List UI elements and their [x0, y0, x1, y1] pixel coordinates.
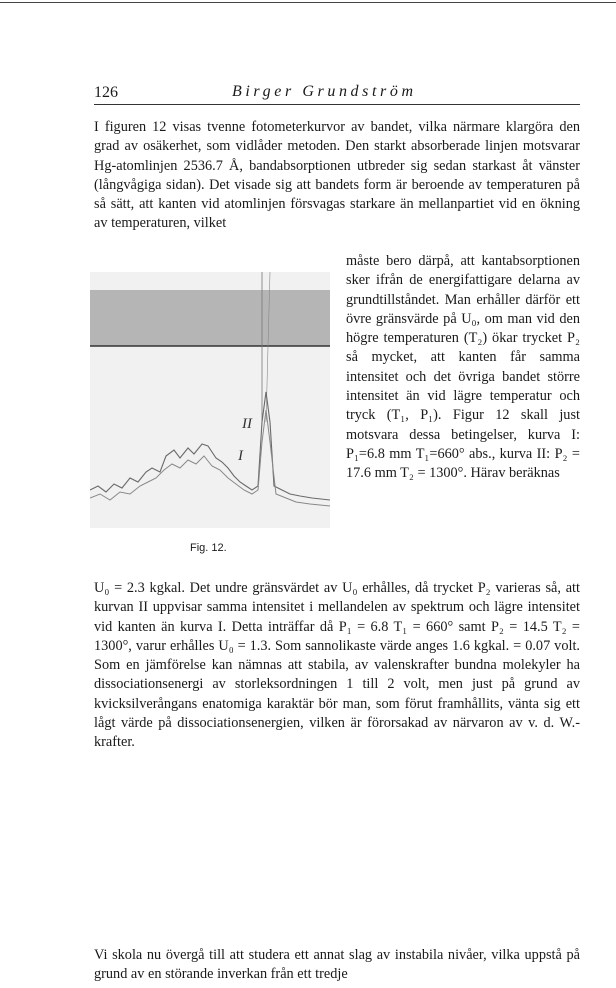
- top-border-line: [0, 2, 616, 3]
- figure-caption: Fig. 12.: [190, 542, 227, 554]
- curve-label-lower: I: [238, 448, 243, 464]
- figure-dark-band: [90, 290, 330, 346]
- curve-label-upper: II: [242, 416, 252, 432]
- running-head: Birger Grundström: [232, 83, 417, 100]
- header-rule: [94, 104, 580, 105]
- figure-12-photometer-curves: [90, 272, 330, 528]
- paragraph-1: I figuren 12 visas tvenne fotometerkurvor av bandet, vilka närmare klargöra den grad av osäkerhet, som vidlåder metoden. Den starkt absorberade linjen motsvarar Hg-atomlinjen 2536.7 Å, bandabsorptionen utbreder sig sedan starkast åt vänster (långvågiga sidan). Det visade sig att bandets form är beroende av temperaturen på så sätt, att kanten vid atomlinjen försvagas starkare än mellanpartiet vid en ökning av temperaturen, vilket: [94, 119, 580, 232]
- page-number: 126: [94, 84, 118, 101]
- paragraph-2-continued: U₀ = 2.3 kgkal. Det undre gränsvärdet av U₀ erhålles, då trycket P₂ varieras så, att kurvan II uppvisar samma intensitet i mellandelen av spektrum och lägre intensitet vid kanten än kurva I. Detta inträffar då P₁ = 6.8 T₁ = 660° samt P₂ = 14.5 T₂ = 1300°, varur erhålles U₀ = 1.3. Som sannolikaste värde anges 1.6 kgkal. = 0.07 volt. Som en jämförelse kan nämnas att stabila, av valenskrafter bundna molekyler ha dissociationsenergi av storleksordningen 1 till 2 volt, men just på grund av kvicksilverångans enatomiga karaktär bör man, som förut framhållits, vänta sig ett lågt värde på dissociationsenergien, vilken är förorsakad av närvaron av v. d. W.-krafter.: [94, 580, 580, 751]
- paragraph-3: Vi skola nu övergå till att studera ett annat slag av instabila nivåer, vilka uppstå på grund av en störande inverkan från ett tredje: [94, 947, 580, 983]
- paragraph-2-wrapped: måste bero därpå, att kantabsorptionen sker ifrån de energifattigare delarna av grundtillståndet. Man erhåller därför ett övre gränsvärde på U₀, om man vid den högre temperaturen (T₂) ökar trycket P₂ så mycket, att kanten får samma intensitet och det övriga bandet större intensitet än vid lägre temperatur och tryck (T₁, P₁). Figur 12 skall just motsvara dessa betingelser, kurva I: P₁=6.8 mm T₁=660° abs., kurva II: P₂ = 17.6 mm T₂ = 1300°. Härav beräknas: [346, 253, 580, 482]
